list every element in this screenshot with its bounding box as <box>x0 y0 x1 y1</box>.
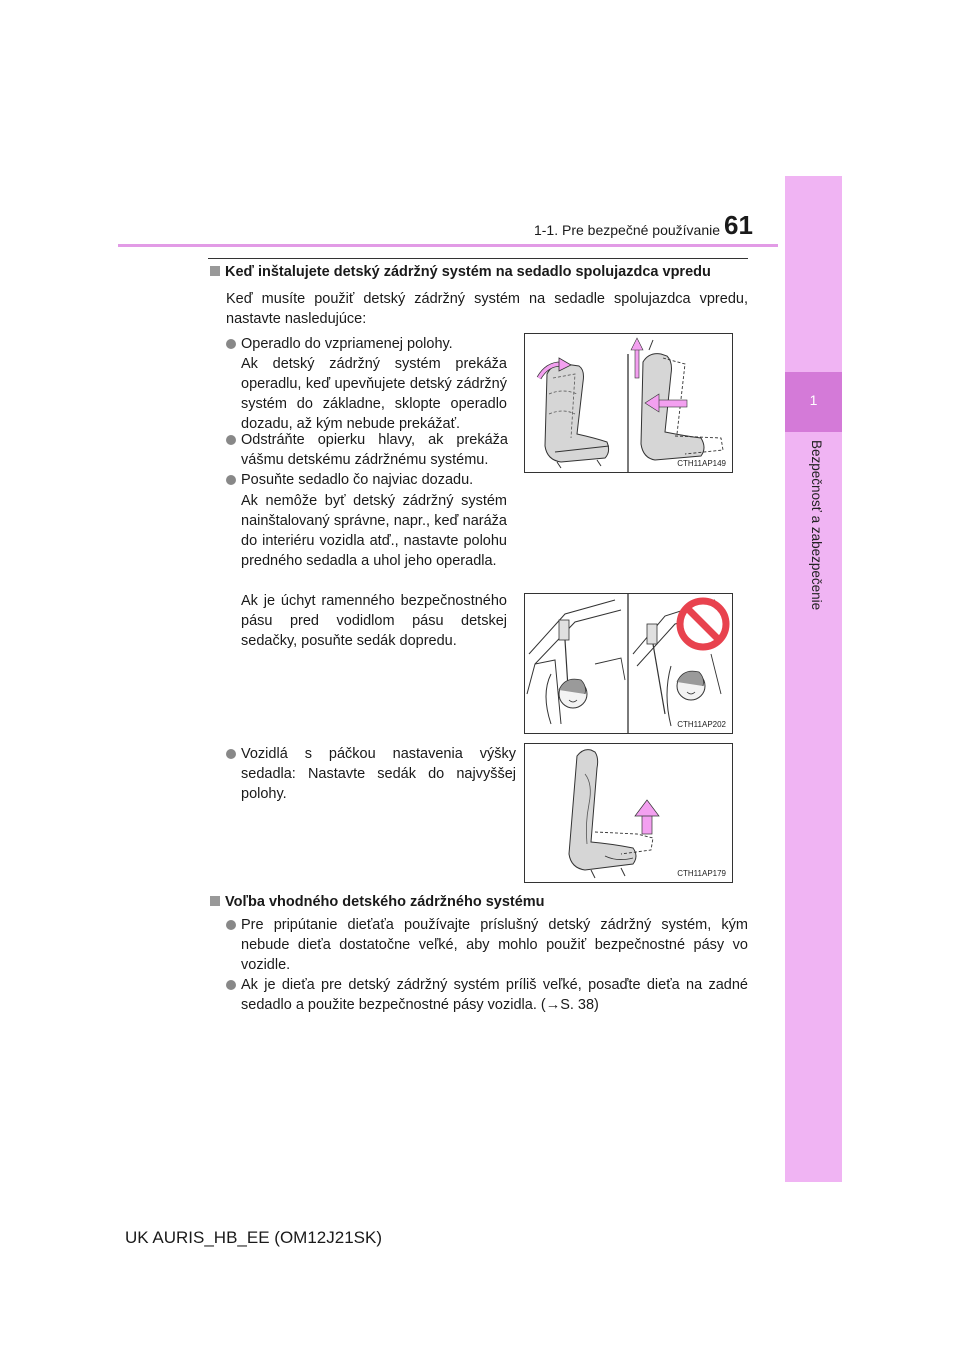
section1-heading <box>210 264 770 280</box>
bullet-dot-icon <box>226 475 236 485</box>
bullet-dot-icon <box>226 920 236 930</box>
seat-height-illustration <box>525 744 732 882</box>
bullet-text: Odstráňte opierku hlavy, ak prekáža vášmu detskému zádržnému systému. <box>241 432 508 468</box>
running-header: 1-1. Pre bezpečné používanie <box>533 222 720 238</box>
square-bullet-icon <box>210 896 220 906</box>
bullet-dot-icon <box>226 435 236 445</box>
section1-intro: Keď musíte použiť detský zádržný systém na sedadle spolujazdca vpredu, nastavte nasledujúce: <box>226 291 748 327</box>
figure-code: CTH11AP179 <box>677 869 726 878</box>
section-rule <box>208 258 748 259</box>
bullet-item <box>226 430 508 470</box>
figure-seat-recline <box>524 333 733 473</box>
bullet-dot-icon <box>226 339 236 349</box>
chapter-number: 1 <box>809 392 818 408</box>
bullet-text: Operadlo do vzpriamenej polohy. <box>241 336 453 352</box>
section2-heading <box>210 894 770 910</box>
figure-child-belt <box>524 593 733 734</box>
bullet-item <box>226 915 748 975</box>
bullet-item <box>226 334 516 354</box>
bullet-text: Vozidlá s páčkou nastavenia výšky sedadla: Nastavte sedák do najvyššej polohy. <box>241 746 516 802</box>
page-number: 61 <box>724 210 753 240</box>
bullet-item <box>226 470 516 490</box>
figure-code: CTH11AP202 <box>677 720 726 729</box>
bullet-text: Posuňte sedadlo čo najviac dozadu. <box>241 472 474 488</box>
seat-recline-illustration <box>525 334 732 472</box>
bullet-dot-icon <box>226 749 236 759</box>
bullet-detail: Ak je úchyt ramenného bezpečnostného pásu pred vodidlom pásu detskej sedačky, posuňte sedák dopredu. <box>241 593 507 649</box>
bullet-detail: Ak detský zádržný systém prekáža operadlu, keď upevňujete detský zádržný systém do základne, sklopte operadlo dozadu, až kým nebude prekážať. <box>241 356 507 432</box>
bullet-text: Pre pripútanie dieťaťa používajte príslušný detský zádržný systém, kým nebude dieťa dostatočne veľké, aby mohlo použiť bezpečnostné pásy vo vozidle. <box>241 917 748 973</box>
bullet-item <box>226 975 748 1015</box>
chapter-title: Bezpečnosť a zabezpečenie <box>809 440 824 611</box>
document-code: UK AURIS_HB_EE (OM12J21SK) <box>125 1228 382 1247</box>
square-bullet-icon <box>210 266 220 276</box>
bullet-text: Ak je dieťa pre detský zádržný systém príliš veľké, posaďte dieťa na zadné sedadlo a použite bezpečnostné pásy vozidla. (→S. 38) <box>241 977 748 1013</box>
bullet-dot-icon <box>226 980 236 990</box>
bullet-item <box>226 744 516 804</box>
section2-heading-text: Voľba vhodného detského zádržného systému <box>225 894 545 910</box>
child-belt-illustration <box>525 594 732 733</box>
bullet-detail: Ak nemôže byť detský zádržný systém nainštalovaný správne, napr., keď naráža do interiéru vozidla atď., nastavte polohu predného sedadla a uhol jeho operadla. <box>241 493 507 569</box>
figure-seat-height <box>524 743 733 883</box>
header-rule <box>118 244 778 247</box>
section1-heading-text: Keď inštalujete detský zádržný systém na sedadlo spolujazdca vpredu <box>225 264 711 280</box>
figure-code: CTH11AP149 <box>677 459 726 468</box>
